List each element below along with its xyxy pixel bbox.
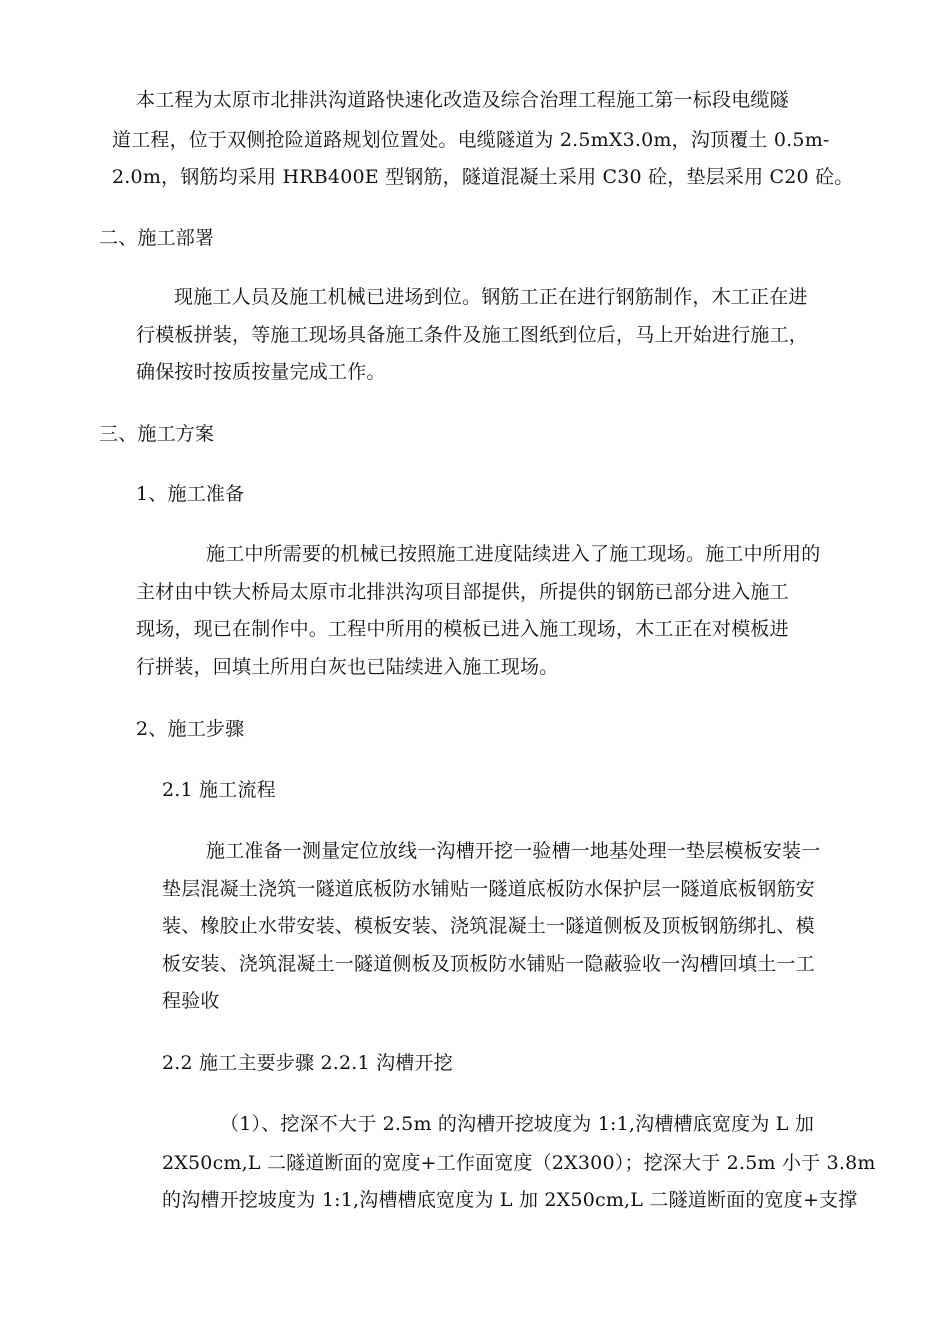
intro-line-1: 本工程为太原市北排洪沟道路快速化改造及综合治理工程施工第一标段电缆隧 xyxy=(136,89,789,111)
sub21-line-4: 板安装、浇筑混凝土一隧道侧板及顶板防水铺贴一隐蔽验收一沟槽回填土一工 xyxy=(162,953,815,975)
sub1-line-2: 主材由中铁大桥局太原市北排洪沟项目部提供，所提供的钢筋已部分进入施工 xyxy=(136,581,789,603)
section2-line-2: 行模板拼装，等施工现场具备施工条件及施工图纸到位后，马上开始进行施工， xyxy=(136,324,809,346)
sub2-heading: 2、施工步骤 xyxy=(136,718,245,740)
sub1-line-3: 现场，现已在制作中。工程中所用的模板已进入施工现场，木工正在对模板进 xyxy=(136,618,789,640)
sub22-line-2: 2X50cm,L 二隧道断面的宽度+工作面宽度（2X300）；挖深大于 2.5m 小于 3.8m xyxy=(162,1152,876,1174)
sub1-heading: 1、施工准备 xyxy=(136,483,245,505)
sub1-line-1: 施工中所需要的机械已按照施工进度陆续进入了施工现场。施工中所用的 xyxy=(206,543,821,565)
sub22-line-3: 的沟槽开挖坡度为 1:1,沟槽槽底宽度为 L 加 2X50cm,L 二隧道断面的宽度+支撑 xyxy=(162,1189,858,1211)
sub1-line-4: 行拼装，回填土所用白灰也已陆续进入施工现场。 xyxy=(136,656,559,678)
intro-line-2: 道工程，位于双侧抢险道路规划位置处。电缆隧道为 2.5mX3.0m，沟顶覆土 0.5m- xyxy=(112,129,830,151)
sub21-heading: 2.1 施工流程 xyxy=(162,779,276,801)
intro-line-3: 2.0m，钢筋均采用 HRB400E 型钢筋，隧道混凝土采用 C30 砼，垫层采用 C20 砼。 xyxy=(112,166,854,188)
section2-line-3: 确保按时按质按量完成工作。 xyxy=(136,361,386,383)
sub21-line-3: 装、橡胶止水带安装、模板安装、浇筑混凝土一隧道侧板及顶板钢筋绑扎、模 xyxy=(162,915,815,937)
section3-heading: 三、施工方案 xyxy=(99,423,215,445)
sub22-heading: 2.2 施工主要步骤 2.2.1 沟槽开挖 xyxy=(162,1052,453,1074)
section2-heading: 二、施工部署 xyxy=(99,227,215,249)
section2-line-1: 现施工人员及施工机械已进场到位。钢筋工正在进行钢筋制作，木工正在进 xyxy=(174,286,808,308)
sub22-line-1: （1）、挖深不大于 2.5m 的沟槽开挖坡度为 1:1,沟槽槽底宽度为 L 加 xyxy=(220,1113,815,1135)
sub21-line-1: 施工准备一测量定位放线一沟槽开挖一验槽一地基处理一垫层模板安装一 xyxy=(206,840,821,862)
sub21-line-2: 垫层混凝土浇筑一隧道底板防水铺贴一隧道底板防水保护层一隧道底板钢筋安 xyxy=(162,878,815,900)
sub21-line-5: 程验收 xyxy=(162,990,220,1012)
